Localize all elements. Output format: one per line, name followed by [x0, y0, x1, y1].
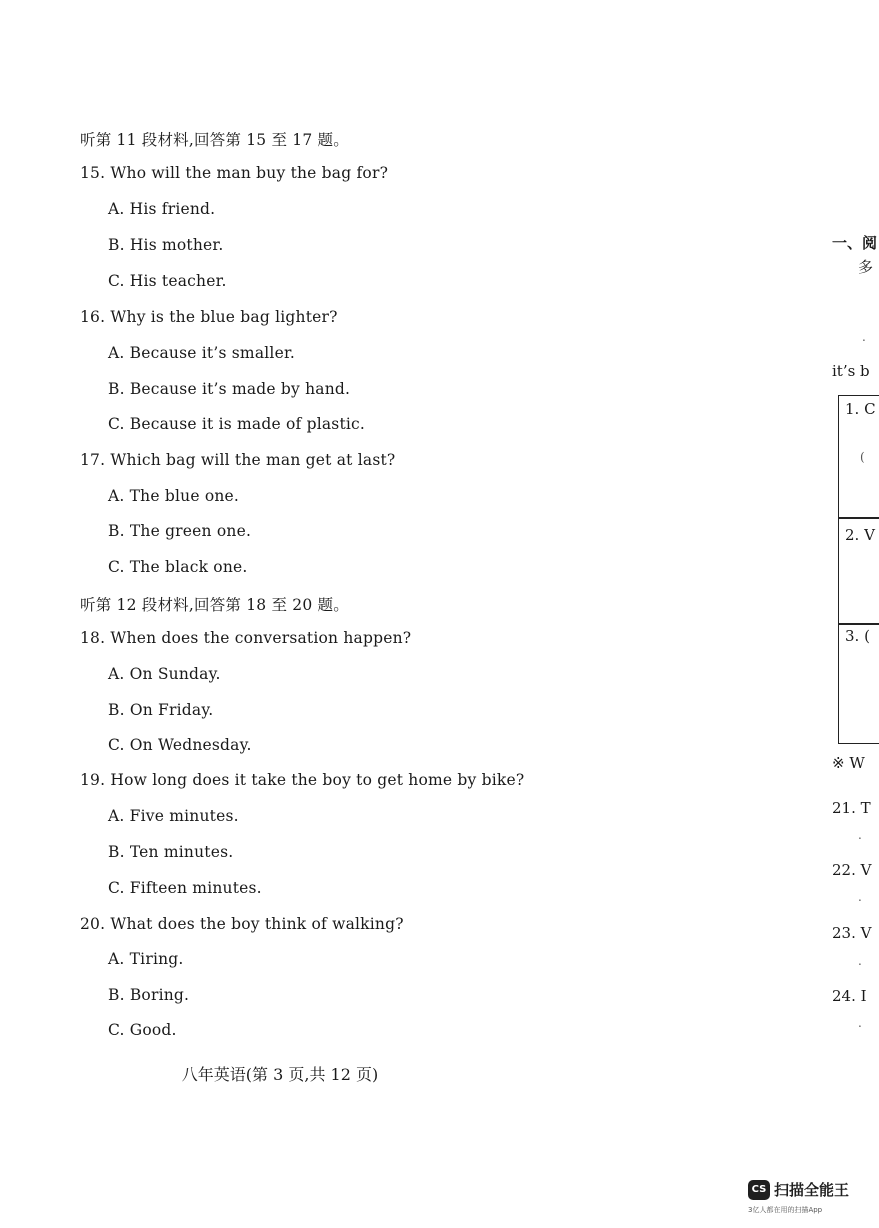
option-20-c: C. Good.: [108, 1021, 177, 1039]
question-15: 15. Who will the man buy the bag for?: [80, 164, 389, 182]
option-20-a: A. Tiring.: [108, 950, 184, 968]
option-16-c: C. Because it is made of plastic.: [108, 415, 366, 433]
logo-name: 扫描全能王: [774, 1181, 850, 1199]
option-18-c: C. On Wednesday.: [108, 736, 252, 754]
page-footer: 八年英语(第 3 页,共 12 页): [181, 1065, 379, 1084]
camscanner-logo: [748, 1178, 858, 1218]
right-mark-23: .: [858, 954, 862, 968]
option-20-b: B. Boring.: [108, 986, 190, 1004]
logo-tagline: 3亿人都在用的扫描App: [748, 1206, 823, 1214]
option-15-a: A. His friend.: [108, 200, 216, 218]
option-16-a: A. Because it’s smaller.: [108, 344, 295, 362]
section-heading-12: 听第 12 段材料,回答第 18 至 20 题。: [80, 596, 349, 614]
right-question-24: 24. I: [832, 987, 867, 1005]
right-table-item-2: 2. V: [845, 526, 875, 544]
question-17: 17. Which bag will the man get at last?: [80, 451, 396, 469]
option-18-a: A. On Sunday.: [108, 665, 221, 683]
right-mark-24: .: [858, 1016, 862, 1030]
question-19: 19. How long does it take the boy to get home by bike?: [80, 771, 525, 789]
section-heading-11: 听第 11 段材料,回答第 15 至 17 题。: [80, 131, 349, 149]
right-table-item-3: 3. (: [845, 627, 870, 645]
option-18-b: B. On Friday.: [108, 701, 214, 719]
right-fragment-mark: .: [862, 330, 866, 344]
question-20: 20. What does the boy think of walking?: [80, 915, 404, 933]
option-19-c: C. Fifteen minutes.: [108, 879, 262, 897]
right-fragment-heading: 一、阅: [832, 234, 878, 252]
right-table-mark-1: (: [860, 450, 865, 464]
right-question-21: 21. T: [832, 799, 871, 817]
right-fragment-3: it’s b: [832, 362, 870, 380]
option-17-b: B. The green one.: [108, 522, 252, 540]
cs-badge-icon: CS: [748, 1180, 770, 1200]
right-fragment-note: ※ W: [832, 754, 865, 772]
question-18: 18. When does the conversation happen?: [80, 629, 412, 647]
right-fragment-2: 多: [858, 258, 874, 276]
option-17-c: C. The black one.: [108, 558, 248, 576]
option-15-c: C. His teacher.: [108, 272, 227, 290]
right-question-22: 22. V: [832, 861, 872, 879]
option-19-b: B. Ten minutes.: [108, 843, 234, 861]
option-16-b: B. Because it’s made by hand.: [108, 380, 351, 398]
question-16: 16. Why is the blue bag lighter?: [80, 308, 338, 326]
right-question-23: 23. V: [832, 924, 872, 942]
right-table-item-1: 1. C: [845, 400, 876, 418]
right-mark-21: .: [858, 828, 862, 842]
right-mark-22: .: [858, 890, 862, 904]
option-15-b: B. His mother.: [108, 236, 224, 254]
option-17-a: A. The blue one.: [108, 487, 240, 505]
option-19-a: A. Five minutes.: [108, 807, 239, 825]
